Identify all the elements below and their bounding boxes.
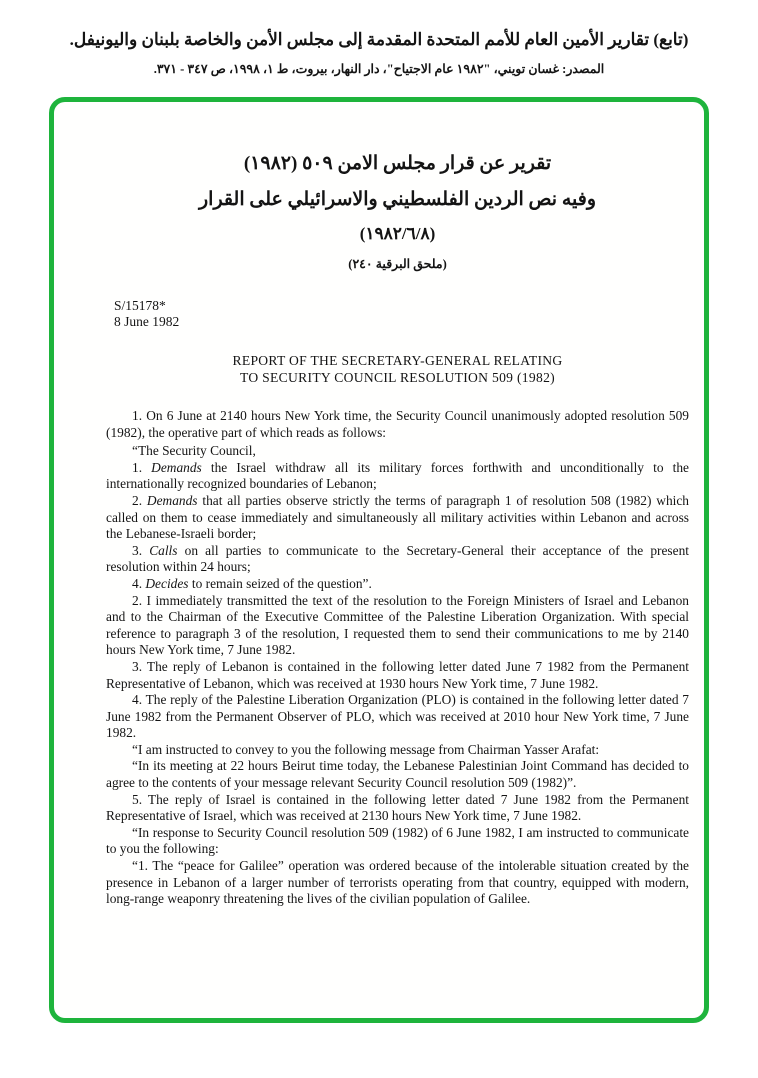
operative-paragraph-2 — [106, 493, 689, 543]
arabic-title-block — [106, 146, 689, 272]
op4-number: 4. — [132, 575, 146, 591]
op4-text: to remain seized of the question”. — [188, 575, 372, 591]
op2-number: 2. — [132, 492, 147, 508]
header-title-arabic: (تابع) تقارير الأمين العام للأمم المتحدة المقدمة إلى مجلس الأمن والخاصة بلبنان واليونيفل. — [69, 30, 689, 49]
operative-paragraph-1 — [106, 460, 689, 493]
israel-reply-intro: “In response to Security Council resolution 509 (1982) of 6 June 1982, I am instructed to communicate to you the following: — [106, 824, 689, 857]
arabic-title-line-1: تقرير عن قرار مجلس الامن ٥٠٩ (١٩٨٢) — [243, 153, 552, 174]
israel-reply-body: “1. The “peace for Galilee” operation was ordered because of the intolerable situation created by the presence in Lebanon of a larger number of terrorists operating from that country, equipped with modern, long-range weaponry threatening the lives of the civilian population of Galilee. — [106, 858, 689, 907]
op1-text: the Israel withdraw all its military forces forthwith and unconditionally to the internationally recognized boundaries of Lebanon; — [106, 459, 690, 492]
op3-number: 3. — [132, 542, 150, 558]
document-id-block — [114, 298, 689, 330]
intro-paragraph: 1. On 6 June at 2140 hours New York time, the Security Council unanimously adopted resolution 509 (1982), the operative part of which reads as follows: — [106, 408, 689, 440]
resolution-opening: “The Security Council, — [132, 443, 256, 459]
document-frame — [49, 97, 709, 1023]
paragraph-2: 2. I immediately transmitted the text of the resolution to the Foreign Ministers of Israel and Lebanon and to the Chairman of the Executive Committee of the Palestine Liberation Organization. With special reference to paragraph 3 of the resolution, I requested them to send their communications to me by 2140 hours New York time, 7 June 1982. — [106, 592, 689, 658]
op3-text: on all parties to communicate to the Secretary-General their acceptance of the present resolution within 24 hours; — [106, 542, 690, 575]
paragraph-3: 3. The reply of Lebanon is contained in the following letter dated June 7 1982 from the Permanent Representative of Lebanon, which was received at 1930 hours New York time, 7 June 1982. — [106, 658, 689, 691]
arafat-message-intro: “I am instructed to convey to you the following message from Chairman Yasser Arafat: — [132, 741, 600, 757]
arabic-title-annex: (ملحق البرقية ٢٤٠) — [348, 257, 447, 271]
page-header — [0, 0, 758, 77]
op1-verb: Demands — [151, 459, 202, 475]
document-date: 8 June 1982 — [114, 314, 180, 329]
header-source-arabic: المصدر: غسان تويني، "١٩٨٢ عام الاجتياح"، دار النهار، بيروت، ط ١، ١٩٩٨، ص ٣٤٧ - ٣٧١. — [153, 62, 605, 76]
op4-verb: Decides — [145, 575, 189, 591]
operative-paragraph-3 — [106, 543, 689, 576]
arafat-message-body: “In its meeting at 22 hours Beirut time today, the Lebanese Palestinian Joint Command has decided to agree to the contents of your message relevant Security Council resolution 509 (1982)”. — [106, 758, 689, 791]
report-title — [106, 352, 689, 386]
document-body — [106, 408, 689, 908]
report-title-line-2: TO SECURITY COUNCIL RESOLUTION 509 (1982) — [240, 370, 555, 385]
document-symbol: S/15178* — [114, 298, 166, 313]
paragraph-5: 5. The reply of Israel is contained in the following letter dated 7 June 1982 from the Permanent Representative of Israel, which was received at 2130 hours New York time, 7 June 1982. — [106, 791, 689, 824]
arabic-title-line-2: وفيه نص الردين الفلسطيني والاسرائيلي على القرار — [198, 189, 596, 210]
op2-verb: Demands — [146, 492, 198, 508]
arabic-title-date: (١٩٨٢/٦/٨) — [359, 224, 436, 243]
report-title-line-1: REPORT OF THE SECRETARY-GENERAL RELATING — [232, 353, 563, 368]
op2-text: that all parties observe strictly the terms of paragraph 1 of resolution 508 (1982) which called on them to cease immediately and simultaneously all military activities within Lebanon and across the Lebanese-Israeli border; — [106, 492, 690, 542]
op3-verb: Calls — [149, 542, 178, 558]
operative-paragraph-4 — [106, 576, 689, 593]
op1-number: 1. — [132, 459, 152, 475]
paragraph-4: 4. The reply of the Palestine Liberation Organization (PLO) is contained in the following letter dated 7 June 1982 from the Permanent Observer of PLO, which was received at 2010 hour New York time, 7 June 1982. — [106, 692, 689, 741]
